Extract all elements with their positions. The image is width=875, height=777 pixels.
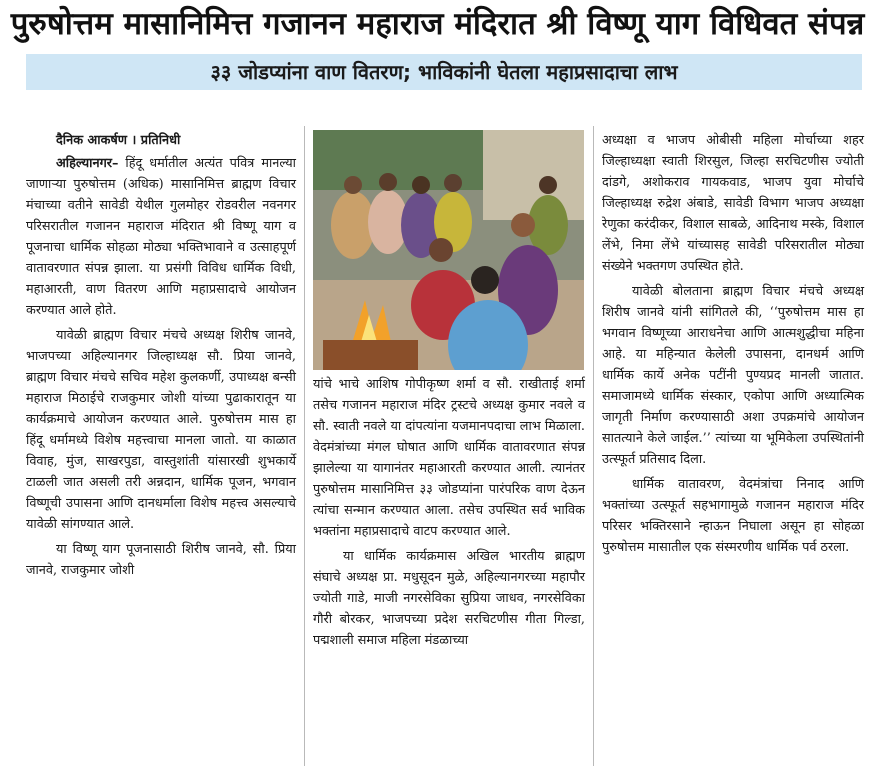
paragraph: धार्मिक वातावरण, वेदमंत्रांचा निनाद आणि भक्तांच्या उत्स्फूर्त सहभागामुळे गजानन महाराज मंदिर परिसर भक्तिरसाने न्हाऊन निघाला असून हा सोहळा पुरुषोत्तम मासातील एक संस्मरणीय धार्मिक पर्व ठरला. bbox=[602, 477, 864, 555]
paragraph-text: हिंदू धर्मातील अत्यंत पवित्र मानल्या जाणाऱ्या पुरुषोत्तम (अधिक) मासानिमित्त ब्राह्मण विचार मंचाच्या वतीने सावेडी येथील गुलमोहर रोडवरील नवनगर परिसरातील गजानन महाराज मंदिरात श्री विष्णू याग व पूजनाचा धार्मिक सोहळा मोठ्या भक्तिभावाने व उत्साहपूर्ण वातावरणात संपन्न झाला. या प्रसंगी विविध धार्मिक विधी, महाआरती, वाण वितरण आणि महाप्रसादाचे आयोजन करण्यात आले होते. bbox=[26, 156, 296, 318]
paragraph: यावेळी बोलताना ब्राह्मण विचार मंचचे अध्यक्ष शिरीष जानवे यांनी सांगितले की, ‘‘पुरुषोत्तम मास हा भगवान विष्णूच्या आराधनेचा आणि आत्मशुद्धीचा महिना आहे. या महिन्यात केलेली उपासना, दानधर्म आणि धार्मिक कार्ये अनेक पटींनी पुण्यप्रद मानली जातात. समाजामध्ये धार्मिक संस्कार, एकोपा आणि अध्यात्मिक जागृती निर्माण करण्यासाठी अशा उपक्रमांचे आयोजन सातत्याने केले जाईल.’’ त्यांच्या या भूमिकेला उपस्थितांनी उत्स्फूर्त प्रतिसाद दिला. bbox=[602, 284, 864, 467]
subheadline: ३३ जोडप्यांना वाण वितरण; भाविकांनी घेतला महाप्रसादाचा लाभ bbox=[210, 60, 678, 84]
column-divider bbox=[304, 126, 305, 766]
paragraph: या विष्णू याग पूजनासाठी शिरीष जानवे, सौ. प्रिया जानवे, राजकुमार जोशी bbox=[26, 542, 296, 578]
column-divider bbox=[593, 126, 594, 766]
paragraph: यावेळी ब्राह्मण विचार मंचचे अध्यक्ष शिरीष जानवे, भाजपच्या अहिल्यानगर जिल्हाध्यक्ष सौ. प्रिया जानवे, ब्राह्मण विचार मंचचे सचिव महेश कुलकर्णी, उपाध्यक्ष बन्सी महाराज मिठाईचे राजकुमार जोशी यांच्या पुढाकारातून या कार्यक्रमाचे आयोजन करण्यात आले. पुरुषोत्तम मास हा हिंदू धर्मामध्ये विशेष महत्त्वाचा मानला जातो. या काळात विवाह, मुंज, साखरपुडा, वास्तुशांती यांसारखी शुभकार्ये टाळली जात असली तरी अन्नदान, धार्मिक पूजन, भगवान विष्णूची उपासना आणि दानधर्माला विशेष महत्त्व असल्याचे यावेळी सांगण्यात आले. bbox=[26, 328, 296, 532]
paragraph: अध्यक्षा व भाजप ओबीसी महिला मोर्चाच्या शहर जिल्हाध्यक्षा स्वाती शिरसुल, जिल्हा सरचिटणीस ज्योती दांडगे, अशोकराव गायकवाड, भाजप युवा मोर्चाचे जिल्हाध्यक्ष रुद्रेश अंबाडे, सावेडी विभाग भाजप अध्यक्षा रेणुका करंदीकर, विशाल साबळे, आदिनाथ मस्के, विशाल लेंभे, निमा लेंभे यांच्यासह सावेडी परिसरातील मोठ्या संख्येने भक्तगण उपस्थित होते. bbox=[602, 133, 864, 274]
paragraph: या धार्मिक कार्यक्रमास अखिल भारतीय ब्राह्मण संघाचे अध्यक्ष प्रा. मधुसूदन मुळे, अहिल्यानगरच्या महापौर ज्योती गाडे, माजी नगरसेविका सुप्रिया जाधव, नगरसेविका गौरी बोरकर, भाजपच्या प्रदेश सरचिटणीस गीता गिल्डा, पद्मशाली समाज महिला मंडळाच्या bbox=[313, 549, 585, 648]
paragraph bbox=[26, 153, 296, 321]
dateline: अहिल्यानगर– bbox=[56, 156, 119, 171]
article-column-2 bbox=[313, 374, 585, 655]
headline: पुरुषोत्तम मासानिमित्त गजानन महाराज मंदिरात श्री विष्णू याग विधिवत संपन्न bbox=[10, 6, 865, 42]
article-column-1 bbox=[26, 130, 296, 585]
article-column-3 bbox=[602, 130, 864, 562]
byline: दैनिक आकर्षण । प्रतिनिधी bbox=[56, 133, 181, 148]
paragraph: यांचे भाचे आशिष गोपीकृष्ण शर्मा व सौ. राखीताई शर्मा तसेच गजानन महाराज मंदिर ट्रस्टचे अध्यक्ष कुमार नवले व सौ. स्वाती नवले या दांपत्यांना यजमानपदाचा लाभ मिळाला. वेदमंत्रांच्या मंगल घोषात आणि धार्मिक वातावरणात संपन्न झालेल्या या यागानंतर महाआरती करण्यात आली. त्यानंतर पुरुषोत्तम मासानिमित्त ३३ जोडप्यांना पारंपरिक वाण देऊन त्यांचा सन्मान करण्यात आला. तसेच उपस्थित सर्व भाविक भक्तांना महाप्रसादाचे वाटप करण्यात आले. bbox=[313, 377, 585, 539]
article-photo bbox=[313, 130, 584, 370]
